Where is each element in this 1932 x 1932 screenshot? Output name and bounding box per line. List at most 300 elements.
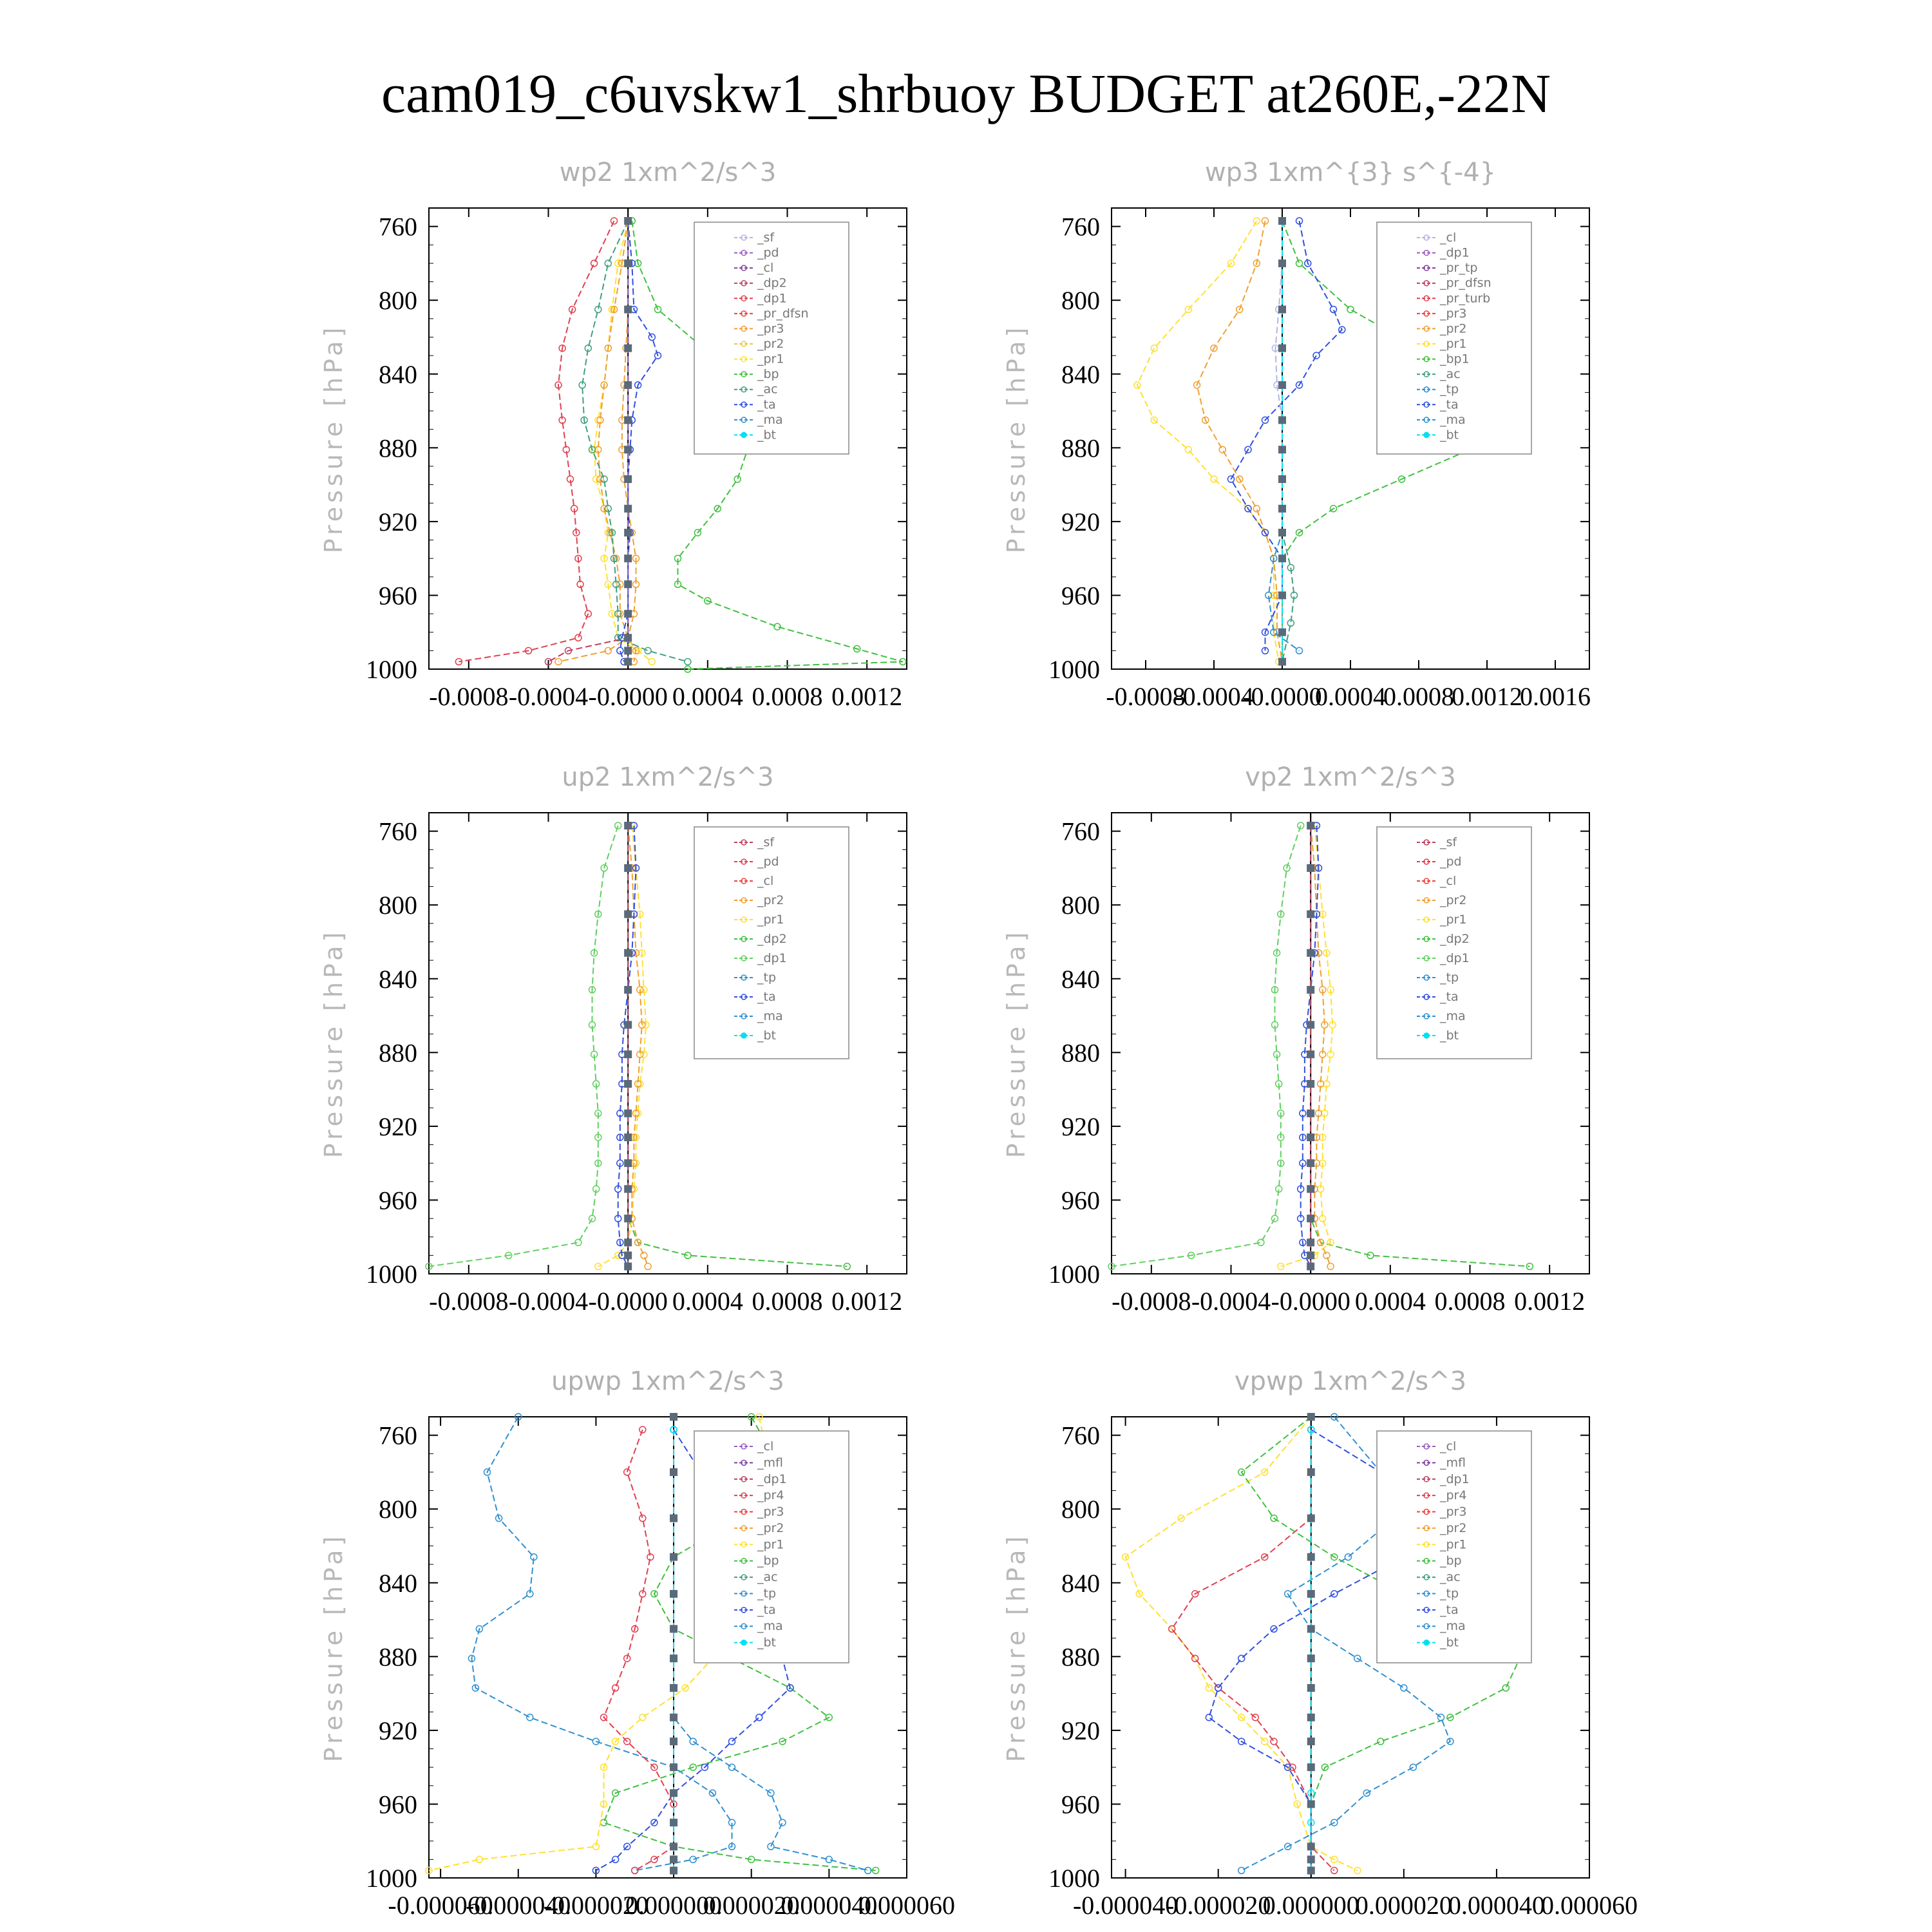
legend-label: _mfl	[1440, 1455, 1466, 1470]
legend-label: _cl	[757, 874, 774, 888]
zero-marker	[624, 260, 632, 267]
series-line	[459, 221, 614, 662]
x-tick-label: 0.0016	[1520, 682, 1591, 711]
chart-panel-5	[319, 1367, 955, 1920]
zero-marker	[1278, 591, 1286, 599]
series-line	[598, 826, 646, 1267]
x-tick-label: 0.000020	[703, 1891, 800, 1920]
y-tick-label: 960	[379, 1790, 417, 1819]
legend-label: _ma	[757, 1009, 783, 1023]
data-point	[1331, 307, 1337, 313]
zero-marker	[624, 306, 632, 314]
zero-marker	[624, 911, 632, 918]
legend-label: _ac	[1440, 367, 1461, 382]
zero-marker	[670, 1625, 677, 1633]
data-point	[756, 1714, 762, 1721]
legend-label: _tp	[757, 1586, 777, 1601]
legend-label: _ac	[757, 382, 778, 397]
legend-label: _cl	[757, 1439, 774, 1454]
data-point	[1219, 446, 1226, 453]
zero-marker	[670, 1763, 677, 1771]
zero-marker	[1278, 629, 1286, 636]
zero-marker	[624, 217, 632, 225]
legend-label: _ta	[1440, 990, 1459, 1004]
y-tick-label: 800	[379, 891, 417, 920]
zero-marker	[1307, 1842, 1315, 1850]
zero-marker	[624, 1251, 632, 1259]
y-tick-label: 840	[379, 359, 417, 389]
x-tick-label: 0.0012	[1514, 1287, 1586, 1316]
x-tick-label: -0.0008	[1106, 682, 1186, 711]
series-line	[604, 1430, 674, 1871]
data-point	[1401, 1685, 1407, 1691]
legend-label: _dp1	[1440, 951, 1470, 965]
zero-marker	[1307, 864, 1314, 872]
legend-label: _pd	[757, 245, 779, 260]
zero-marker	[1307, 1867, 1315, 1875]
data-point	[527, 1714, 533, 1721]
series-line	[1311, 826, 1331, 1267]
legend-label: _dp1	[757, 291, 787, 306]
zero-marker	[624, 822, 632, 829]
zero-marker	[1307, 1800, 1315, 1808]
legend-label: _pr2	[1440, 1520, 1467, 1535]
zero-marker	[670, 1842, 677, 1850]
legend-label: _bp	[757, 1553, 779, 1568]
legend-label: _sf	[1440, 835, 1457, 849]
x-tick-label: -0.000020	[543, 1891, 649, 1920]
series-line	[1112, 826, 1301, 1267]
data-point	[1151, 345, 1157, 352]
legend-label: _ma	[1440, 1619, 1466, 1634]
x-tick-label: 0.0008	[752, 682, 823, 711]
x-tick-label: 0.0008	[1383, 682, 1454, 711]
zero-marker	[624, 381, 632, 389]
y-axis-label: Pressure [hPa]	[1002, 1532, 1030, 1763]
zero-marker	[1307, 1855, 1315, 1863]
y-tick-label: 800	[1061, 286, 1100, 316]
zero-marker	[624, 345, 632, 352]
chart-panel-6	[1002, 1367, 1638, 1920]
x-tick-label: -0.0004	[1174, 682, 1254, 711]
legend-label: _pr2	[1440, 321, 1467, 336]
legend-label: _pd	[1440, 855, 1462, 869]
legend-label: _sf	[757, 231, 775, 245]
zero-marker	[1278, 475, 1286, 483]
zero-marker	[624, 658, 632, 666]
legend-label: _pr3	[757, 321, 784, 336]
legend-label: _pr3	[1440, 1504, 1467, 1519]
series-line	[1231, 221, 1342, 650]
chart-panel-2	[1002, 158, 1591, 711]
x-tick-label: -0.0000	[588, 1287, 668, 1316]
x-tick-label: 0.000000	[1262, 1891, 1359, 1920]
y-tick-label: 800	[1061, 1495, 1100, 1524]
zero-marker	[624, 1159, 632, 1167]
legend-label: _sf	[757, 835, 775, 849]
zero-marker	[1307, 1159, 1314, 1167]
legend-label: _bt	[1440, 1635, 1459, 1650]
y-tick-label: 760	[379, 817, 417, 846]
data-point	[591, 260, 598, 267]
panel-title: vpwp 1xm^2/s^3	[1234, 1367, 1467, 1396]
data-point	[1238, 1868, 1245, 1874]
data-point	[601, 1819, 607, 1826]
legend-label: _ac	[757, 1570, 778, 1585]
data-point	[734, 476, 741, 482]
chart-panel-1	[319, 158, 907, 711]
data-point	[575, 634, 582, 641]
legend-marker	[1424, 1033, 1429, 1038]
zero-marker	[1307, 1050, 1314, 1058]
zero-marker	[624, 1185, 632, 1193]
zero-marker	[670, 1738, 677, 1745]
zero-marker	[670, 1819, 677, 1826]
legend-label: _bt	[757, 1635, 777, 1650]
legend-label: _dp1	[757, 951, 787, 965]
legend-label: _cl	[1440, 874, 1457, 888]
x-tick-label: -0.0008	[1112, 1287, 1191, 1316]
zero-marker	[670, 1553, 677, 1561]
zero-marker	[1307, 1714, 1315, 1721]
panel-title: wp3 1xm^{3} s^{-4}	[1204, 158, 1497, 187]
legend-label: _pr3	[1440, 306, 1467, 321]
zero-marker	[670, 1867, 677, 1875]
zero-marker	[1307, 1413, 1315, 1421]
y-tick-label: 800	[379, 286, 417, 316]
x-tick-label: 0.000060	[858, 1891, 955, 1920]
series-line	[1281, 826, 1332, 1267]
zero-marker	[670, 1789, 677, 1797]
data-point	[639, 1714, 646, 1721]
data-point	[690, 1738, 696, 1745]
data-point	[1502, 1685, 1509, 1691]
zero-marker	[1307, 1133, 1314, 1141]
legend-label: _tp	[1440, 382, 1459, 397]
y-tick-label: 800	[1061, 891, 1100, 920]
x-tick-label: -0.000060	[388, 1891, 493, 1920]
panel-title: wp2 1xm^2/s^3	[559, 158, 777, 187]
x-tick-label: -0.0004	[1191, 1287, 1271, 1316]
zero-marker	[624, 1110, 632, 1117]
y-axis-label: Pressure [hPa]	[319, 323, 348, 554]
zero-marker	[624, 1215, 632, 1222]
x-tick-label: -0.0000	[1271, 1287, 1350, 1316]
panel-title: up2 1xm^2/s^3	[562, 762, 774, 792]
y-tick-label: 840	[379, 964, 417, 994]
series-line	[628, 826, 648, 1267]
x-tick-label: -0.0000	[588, 682, 668, 711]
zero-marker	[624, 580, 632, 588]
zero-marker	[624, 647, 632, 654]
zero-marker	[624, 475, 632, 483]
series-line	[549, 221, 629, 662]
y-axis-label: Pressure [hPa]	[319, 928, 348, 1159]
y-tick-label: 880	[1061, 1038, 1100, 1068]
legend-label: _bp1	[1440, 352, 1470, 366]
legend-label: _dp2	[757, 932, 787, 946]
y-tick-label: 960	[379, 581, 417, 611]
y-tick-label: 920	[1061, 1112, 1100, 1141]
data-point	[1206, 1714, 1212, 1721]
legend-label: _pr3	[757, 1504, 784, 1519]
legend-label: _cl	[1440, 231, 1457, 245]
zero-marker	[1307, 1468, 1315, 1476]
y-tick-label: 840	[1061, 964, 1100, 994]
legend-label: _pr1	[1440, 337, 1467, 351]
legend-label: _dp1	[1440, 1472, 1470, 1486]
legend-label: _tp	[757, 971, 777, 985]
zero-marker	[670, 1855, 677, 1863]
legend-label: _bp	[1440, 1553, 1462, 1568]
zero-marker	[624, 1263, 632, 1271]
zero-marker	[670, 1654, 677, 1662]
zero-marker	[1278, 658, 1286, 666]
y-tick-label: 760	[1061, 212, 1100, 242]
data-point	[641, 1252, 647, 1258]
data-point	[1238, 1655, 1245, 1662]
x-tick-label: -0.000040	[1072, 1891, 1179, 1920]
zero-marker	[624, 1050, 632, 1058]
zero-marker	[624, 1133, 632, 1141]
legend-label: _dp2	[1440, 932, 1470, 946]
data-point	[779, 1819, 786, 1826]
y-tick-label: 880	[379, 1642, 417, 1672]
legend-label: _pd	[757, 855, 779, 869]
legend-label: _cl	[1440, 1439, 1457, 1454]
legend-label: _pr1	[757, 1537, 784, 1552]
y-tick-label: 920	[1061, 507, 1100, 536]
panel-title: vp2 1xm^2/s^3	[1245, 762, 1456, 792]
y-axis-label: Pressure [hPa]	[1002, 323, 1030, 554]
y-axis-label: Pressure [hPa]	[1002, 928, 1030, 1159]
zero-marker	[670, 1714, 677, 1721]
y-tick-label: 760	[1061, 817, 1100, 846]
series-line	[558, 221, 636, 662]
x-tick-label: 0.0012	[1452, 682, 1522, 711]
zero-marker	[1278, 345, 1286, 352]
series-line	[582, 221, 688, 662]
zero-marker	[1278, 505, 1286, 513]
legend-label: _pr1	[1440, 1537, 1467, 1552]
legend-label: _pr4	[1440, 1488, 1467, 1503]
y-tick-label: 1000	[366, 1260, 417, 1289]
zero-marker	[1307, 1625, 1315, 1633]
x-tick-label: 0.000020	[1355, 1891, 1452, 1920]
legend-label: _dp1	[1440, 245, 1470, 260]
y-tick-label: 840	[1061, 359, 1100, 389]
y-tick-label: 960	[1061, 581, 1100, 611]
zero-marker	[1278, 381, 1286, 389]
y-tick-label: 800	[379, 1495, 417, 1524]
legend-marker	[741, 432, 746, 437]
series-line	[618, 826, 636, 1267]
y-tick-label: 760	[1061, 1421, 1100, 1450]
zero-marker	[1307, 1654, 1315, 1662]
legend-label: _tp	[1440, 1586, 1459, 1601]
legend-label: _pr2	[757, 337, 784, 351]
legend-label: _dp1	[757, 1472, 787, 1486]
x-tick-label: 0.0004	[672, 682, 743, 711]
y-tick-label: 880	[1061, 1642, 1100, 1672]
x-tick-label: 0.000060	[1541, 1891, 1638, 1920]
y-axis-label: Pressure [hPa]	[319, 1532, 348, 1763]
data-point	[768, 1843, 774, 1850]
series-line	[1301, 826, 1319, 1267]
x-tick-label: -0.0000	[1242, 682, 1322, 711]
y-tick-label: 840	[1061, 1568, 1100, 1598]
data-point	[617, 647, 623, 654]
chart-panel-4	[1002, 762, 1589, 1316]
series-line	[429, 826, 618, 1267]
y-tick-label: 1000	[1048, 1864, 1100, 1893]
x-tick-label: -0.0008	[429, 682, 509, 711]
y-tick-label: 960	[379, 1186, 417, 1215]
zero-marker	[1307, 1515, 1315, 1522]
data-point	[1215, 1685, 1222, 1691]
legend-label: _pr2	[1440, 893, 1467, 907]
zero-marker	[624, 634, 632, 641]
zero-marker	[670, 1468, 677, 1476]
data-point	[1347, 307, 1354, 313]
y-tick-label: 760	[379, 1421, 417, 1450]
legend-label: _cl	[757, 261, 774, 276]
legend-label: _mfl	[757, 1455, 783, 1470]
y-tick-label: 920	[379, 507, 417, 536]
zero-marker	[624, 986, 632, 994]
x-tick-label: -0.0004	[508, 682, 589, 711]
data-point	[1323, 1252, 1330, 1258]
legend-label: _bt	[1440, 428, 1459, 442]
legend-label: _pr1	[757, 352, 784, 366]
x-tick-label: 0.0008	[752, 1287, 823, 1316]
legend-label: _dp2	[757, 276, 787, 290]
data-point	[639, 1515, 646, 1522]
legend-label: _pr2	[757, 1520, 784, 1535]
x-tick-label: 0.0004	[672, 1287, 743, 1316]
y-tick-label: 760	[379, 212, 417, 242]
y-tick-label: 880	[379, 433, 417, 463]
legend-label: _pr4	[757, 1488, 784, 1503]
x-tick-label: 0.0004	[1315, 682, 1386, 711]
x-tick-label: -0.000040	[466, 1891, 571, 1920]
zero-marker	[1307, 1110, 1314, 1117]
legend-label: _ma	[1440, 1009, 1466, 1023]
legend-label: _ta	[757, 397, 776, 412]
y-tick-label: 920	[379, 1716, 417, 1745]
x-tick-label: 0.0008	[1434, 1287, 1506, 1316]
legend-label: _bp	[757, 367, 779, 382]
zero-marker	[624, 610, 632, 618]
legend-label: _pr_dfsn	[757, 306, 809, 321]
data-point	[1378, 1738, 1384, 1745]
zero-marker	[624, 505, 632, 513]
data-point	[690, 1856, 696, 1862]
y-tick-label: 920	[1061, 1716, 1100, 1745]
legend-label: _bt	[1440, 1028, 1459, 1043]
x-tick-label: -0.000020	[1166, 1891, 1271, 1920]
series-line	[620, 221, 658, 662]
legend-marker	[741, 1033, 746, 1038]
data-point	[1253, 506, 1260, 512]
x-tick-label: -0.0004	[508, 1287, 589, 1316]
legend-label: _ta	[757, 1602, 776, 1617]
y-tick-label: 1000	[1048, 655, 1100, 684]
legend-label: _pr_dfsn	[1440, 276, 1492, 290]
data-point	[729, 1738, 735, 1745]
data-point	[1185, 446, 1191, 453]
y-tick-label: 840	[379, 1568, 417, 1598]
zero-marker	[1278, 217, 1286, 225]
legend-label: _ma	[757, 412, 783, 427]
y-tick-label: 1000	[1048, 1260, 1100, 1289]
zero-marker	[1307, 1553, 1315, 1561]
legend-label: _pr_tp	[1440, 261, 1478, 276]
series-line	[1137, 221, 1279, 662]
legend-label: _ta	[757, 990, 776, 1004]
zero-marker	[1307, 1251, 1314, 1259]
zero-marker	[1278, 260, 1286, 267]
zero-marker	[624, 864, 632, 872]
zero-marker	[624, 554, 632, 562]
legend-label: _ta	[1440, 1602, 1459, 1617]
data-point	[624, 1469, 630, 1475]
series-line	[1126, 1417, 1358, 1871]
legend-label: _pr1	[757, 913, 784, 927]
data-point	[1438, 1714, 1444, 1721]
zero-marker	[1278, 554, 1286, 562]
y-tick-label: 880	[379, 1038, 417, 1068]
legend-marker	[1424, 432, 1429, 437]
data-point	[1271, 1738, 1277, 1745]
x-tick-label: 0.0012	[831, 1287, 903, 1316]
y-tick-label: 1000	[366, 1864, 417, 1893]
zero-marker	[1278, 306, 1286, 314]
legend-label: _tp	[1440, 971, 1459, 985]
zero-marker	[1307, 1263, 1314, 1271]
x-tick-label: 0.000040	[781, 1891, 878, 1920]
zero-marker	[1307, 822, 1314, 829]
zero-marker	[624, 1238, 632, 1246]
chart-panel-3	[319, 762, 907, 1316]
zero-marker	[1307, 911, 1314, 918]
legend-label: _ac	[1440, 1570, 1461, 1585]
zero-marker	[1307, 1763, 1315, 1771]
x-tick-label: 0.0004	[1354, 1287, 1426, 1316]
zero-marker	[1278, 446, 1286, 453]
zero-marker	[1307, 1684, 1315, 1692]
zero-marker	[1307, 986, 1314, 994]
legend-marker	[741, 1640, 746, 1645]
data-point	[645, 647, 651, 654]
zero-marker	[1278, 416, 1286, 424]
data-point	[1313, 352, 1320, 359]
legend-label: _pr1	[1440, 913, 1467, 927]
y-tick-label: 960	[1061, 1790, 1100, 1819]
data-point	[685, 659, 691, 665]
zero-marker	[670, 1684, 677, 1692]
y-tick-label: 920	[379, 1112, 417, 1141]
x-tick-label: 0.000000	[625, 1891, 723, 1920]
data-point	[1211, 476, 1217, 482]
data-point	[612, 1856, 619, 1862]
legend-label: _ta	[1440, 397, 1459, 412]
panel-title: upwp 1xm^2/s^3	[551, 1367, 784, 1396]
zero-marker	[1307, 1080, 1314, 1088]
zero-marker	[670, 1515, 677, 1522]
zero-marker	[624, 949, 632, 957]
zero-marker	[624, 416, 632, 424]
